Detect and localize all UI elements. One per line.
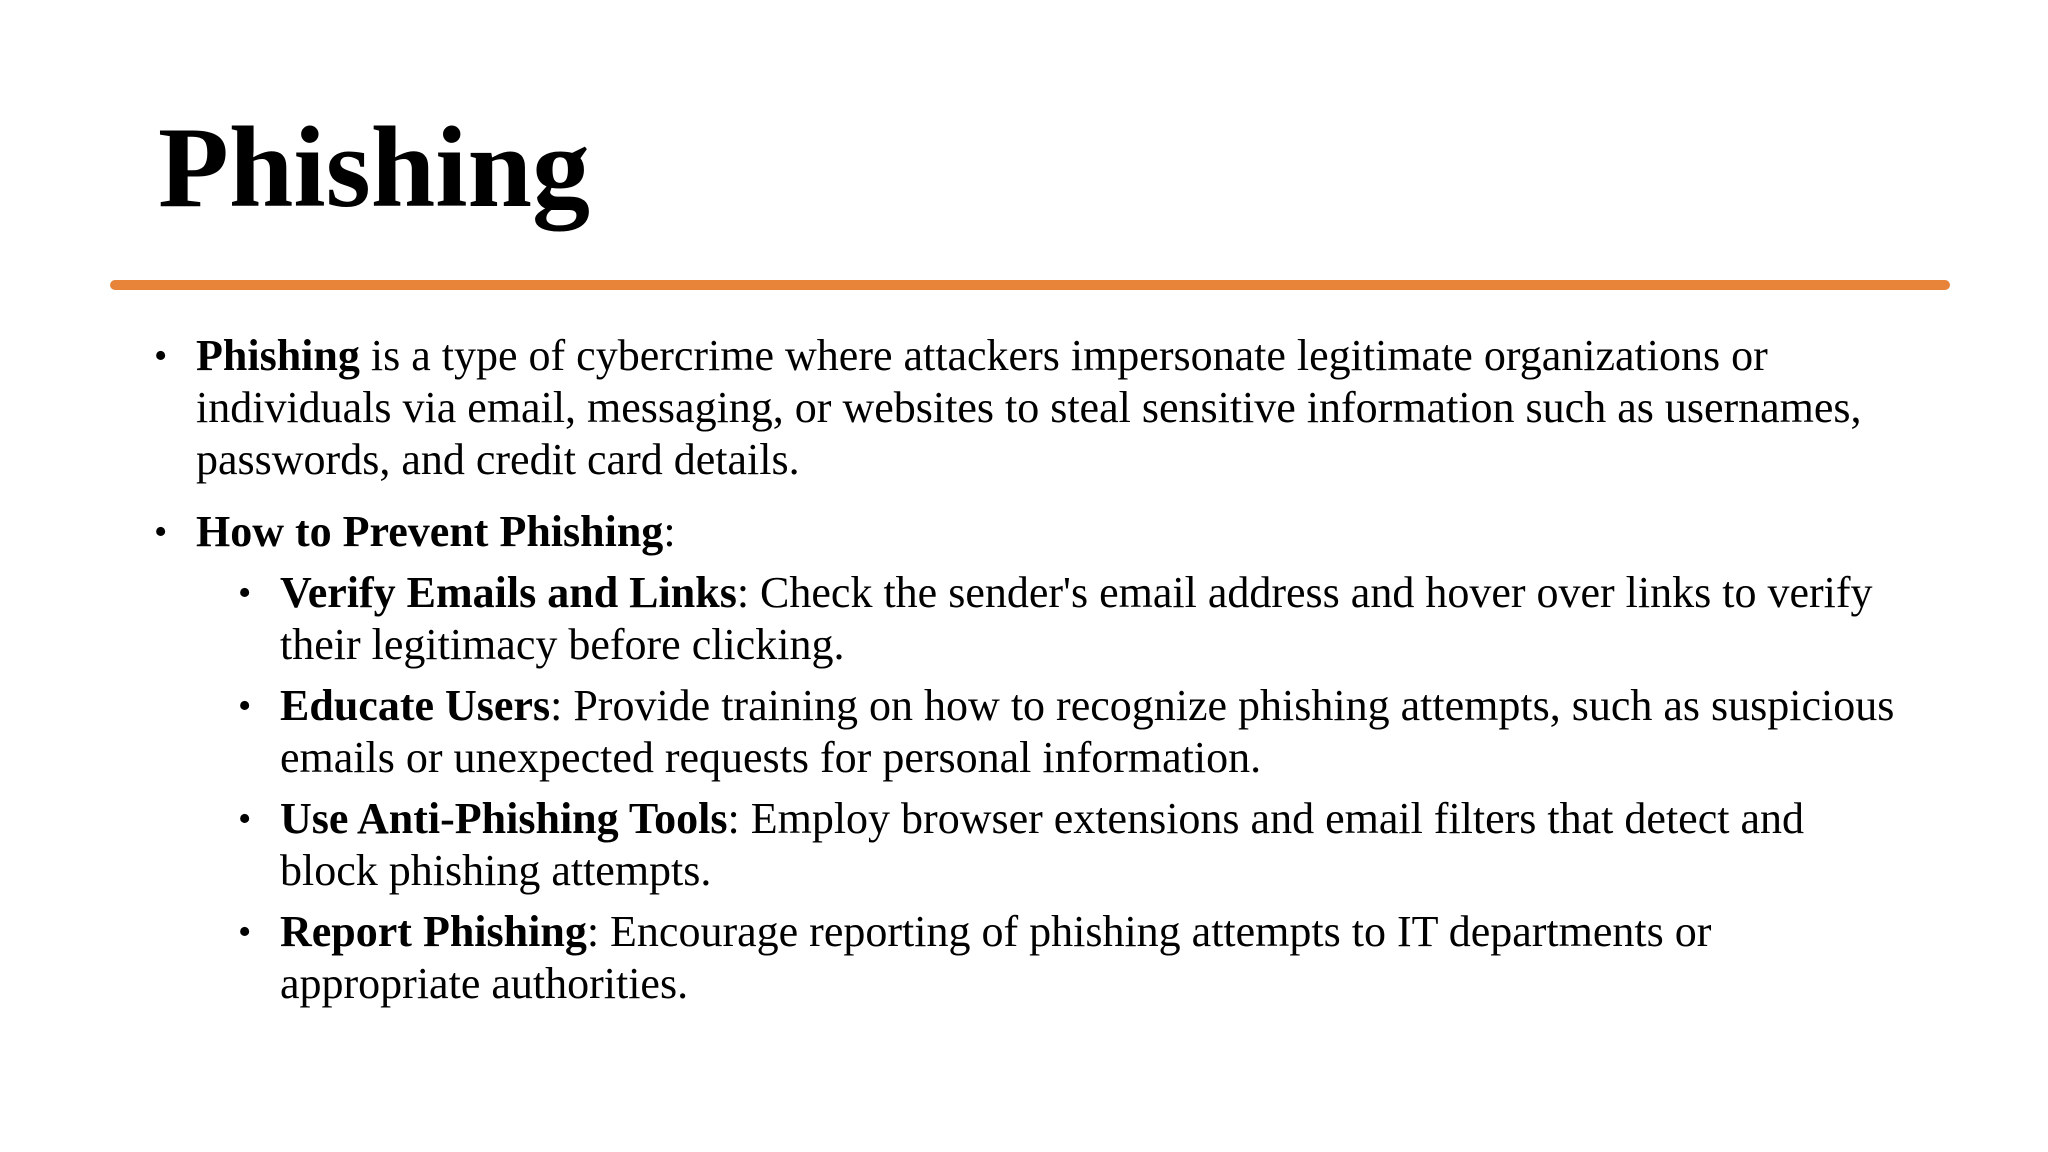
sub-bullet-item [234,680,1910,784]
bullet-dot: • [238,572,252,614]
sub-bullet-term: Verify Emails and Links [280,568,737,617]
bullet-dot: • [238,798,252,840]
bullet-term: Phishing [196,331,360,380]
title-divider [110,280,1950,290]
bullet-item [150,506,1910,1010]
bullet-dot: • [238,685,252,727]
sub-bullet-item [234,906,1910,1010]
sub-bullet-term: Use Anti-Phishing Tools [280,794,728,843]
sub-bullet-text: : Check the sender's email address and hover over links to verify their legitimacy before clicking. [280,568,1873,669]
bullet-dot: • [154,335,168,377]
sub-bullet-item [234,567,1910,671]
bullet-text: : [663,507,676,556]
slide-title: Phishing [158,104,590,232]
bullet-term: How to Prevent Phishing [196,507,664,556]
bullet-dot: • [238,911,252,953]
slide-body [150,330,1910,1030]
sub-bullet-text: : Provide training on how to recognize phishing attempts, such as suspicious emails or unexpected requests for personal information. [280,681,1895,782]
bullet-text: is a type of cybercrime where attackers impersonate legitimate organizations or individuals via email, messaging, or websites to steal sensitive information such as usernames, passwords, and credit card details. [196,331,1862,484]
bullet-item [150,330,1910,486]
sub-bullet-text: : Employ browser extensions and email filters that detect and block phishing attempts. [280,794,1804,895]
sub-bullet-item [234,793,1910,897]
sub-bullet-term: Educate Users [280,681,551,730]
sub-bullet-text: : Encourage reporting of phishing attempts to IT departments or appropriate authorities. [280,907,1712,1008]
sub-bullet-term: Report Phishing [280,907,587,956]
bullet-dot: • [154,511,168,553]
